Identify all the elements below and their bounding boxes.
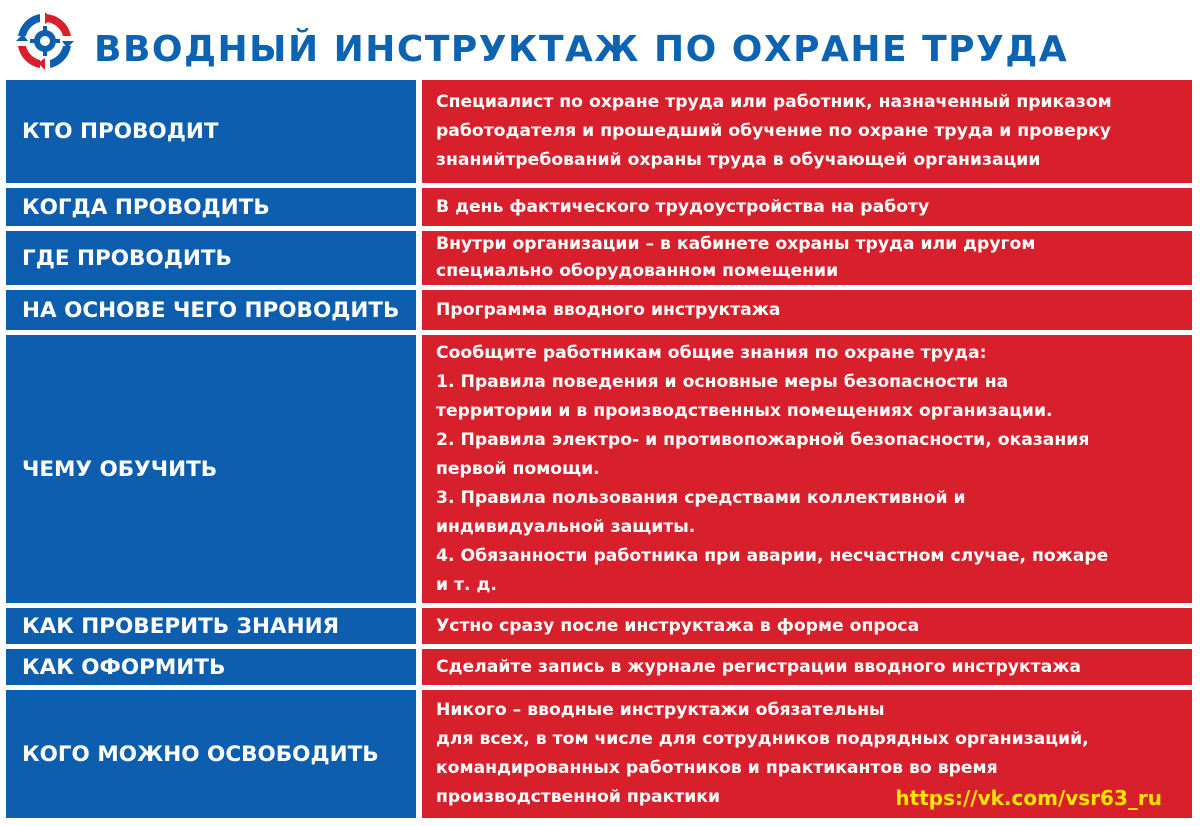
- safety-logo-icon: [14, 10, 76, 72]
- answer-text: [436, 339, 1108, 600]
- question-cell: [6, 649, 416, 685]
- question-label: КАК ОФОРМИТЬ: [22, 654, 226, 680]
- question-label: КОГО МОЖНО ОСВОБОДИТЬ: [22, 741, 379, 767]
- answer-line: индивидуальной защиты.: [436, 516, 696, 537]
- answer-line: 2. Правила электро- и противопожарной безопасности, оказания: [436, 429, 1090, 450]
- question-cell: [6, 188, 416, 226]
- answer-text: [436, 231, 1035, 285]
- question-label: КОГДА ПРОВОДИТЬ: [22, 194, 270, 220]
- answer-line: работодателя и прошедший обучение по охране труда и проверку: [436, 121, 1111, 141]
- answer-line: Внутри организации – в кабинете охраны труда или другом: [436, 234, 1036, 254]
- answer-line: территории и в производственных помещениях организации.: [436, 400, 1053, 421]
- answer-line: Сделайте запись в журнале регистрации вводного инструктажа: [436, 656, 1081, 677]
- answer-line: знанийтребований охраны труда в обучающей организации: [436, 150, 1041, 170]
- header: [0, 0, 1200, 78]
- answer-cell: [422, 231, 1192, 285]
- question-cell: [6, 690, 416, 818]
- answer-text: [436, 612, 919, 641]
- question-cell: [6, 80, 416, 183]
- question-label: КАК ПРОВЕРИТЬ ЗНАНИЯ: [22, 613, 340, 639]
- answer-line: и т. д.: [436, 574, 497, 595]
- answer-cell: [422, 649, 1192, 685]
- answer-line: Специалист по охране труда или работник, назначенный приказом: [436, 92, 1112, 112]
- vk-link[interactable]: https://vk.com/vsr63_ru: [895, 786, 1162, 810]
- table-row: [6, 80, 1192, 183]
- answer-text: [436, 88, 1112, 175]
- answer-line: специально оборудованном помещении: [436, 261, 839, 281]
- answer-line: первой помощи.: [436, 458, 600, 479]
- answer-cell: [422, 80, 1192, 183]
- question-label: КТО ПРОВОДИТ: [22, 119, 219, 144]
- instruction-table: [6, 80, 1192, 818]
- answer-line: Устно сразу после инструктажа в форме опроса: [436, 615, 920, 636]
- answer-line: для всех, в том числе для сотрудников подрядных организаций,: [436, 729, 1089, 749]
- answer-cell: [422, 690, 1192, 818]
- table-row: [6, 290, 1192, 330]
- answer-cell: [422, 188, 1192, 226]
- table-row: [6, 231, 1192, 285]
- question-label: НА ОСНОВЕ ЧЕГО ПРОВОДИТЬ: [22, 297, 400, 323]
- answer-line: 3. Правила пользования средствами коллективной и: [436, 487, 966, 508]
- answer-line: Сообщите работникам общие знания по охране труда:: [436, 342, 987, 363]
- answer-line: В день фактического трудоустройства на работу: [436, 196, 930, 217]
- answer-text: [436, 296, 780, 325]
- answer-line: 1. Правила поведения и основные меры безопасности на: [436, 371, 1009, 392]
- answer-line: Никого – вводные инструктажи обязательны: [436, 700, 885, 720]
- answer-line: производственной практики: [436, 787, 721, 807]
- answer-line: 4. Обязанности работника при аварии, несчастном случае, пожаре: [436, 545, 1109, 566]
- answer-cell: [422, 608, 1192, 644]
- question-label: ЧЕМУ ОБУЧИТЬ: [22, 456, 218, 482]
- question-cell: [6, 231, 416, 285]
- answer-line: командированных работников и практикантов во время: [436, 758, 998, 778]
- table-row: [6, 649, 1192, 685]
- answer-line: Программа вводного инструктажа: [436, 299, 781, 320]
- question-label: ГДЕ ПРОВОДИТЬ: [22, 245, 232, 271]
- question-cell: [6, 335, 416, 603]
- answer-cell: [422, 335, 1192, 603]
- question-cell: [6, 290, 416, 330]
- answer-text: [436, 193, 929, 222]
- table-row: [6, 188, 1192, 226]
- page-title: ВВОДНЫЙ ИНСТРУКТАЖ ПО ОХРАНЕ ТРУДА: [94, 29, 1069, 70]
- table-row: [6, 608, 1192, 644]
- table-row: [6, 335, 1192, 603]
- answer-cell: [422, 290, 1192, 330]
- question-cell: [6, 608, 416, 644]
- table-row: [6, 690, 1192, 818]
- answer-text: [436, 653, 1081, 682]
